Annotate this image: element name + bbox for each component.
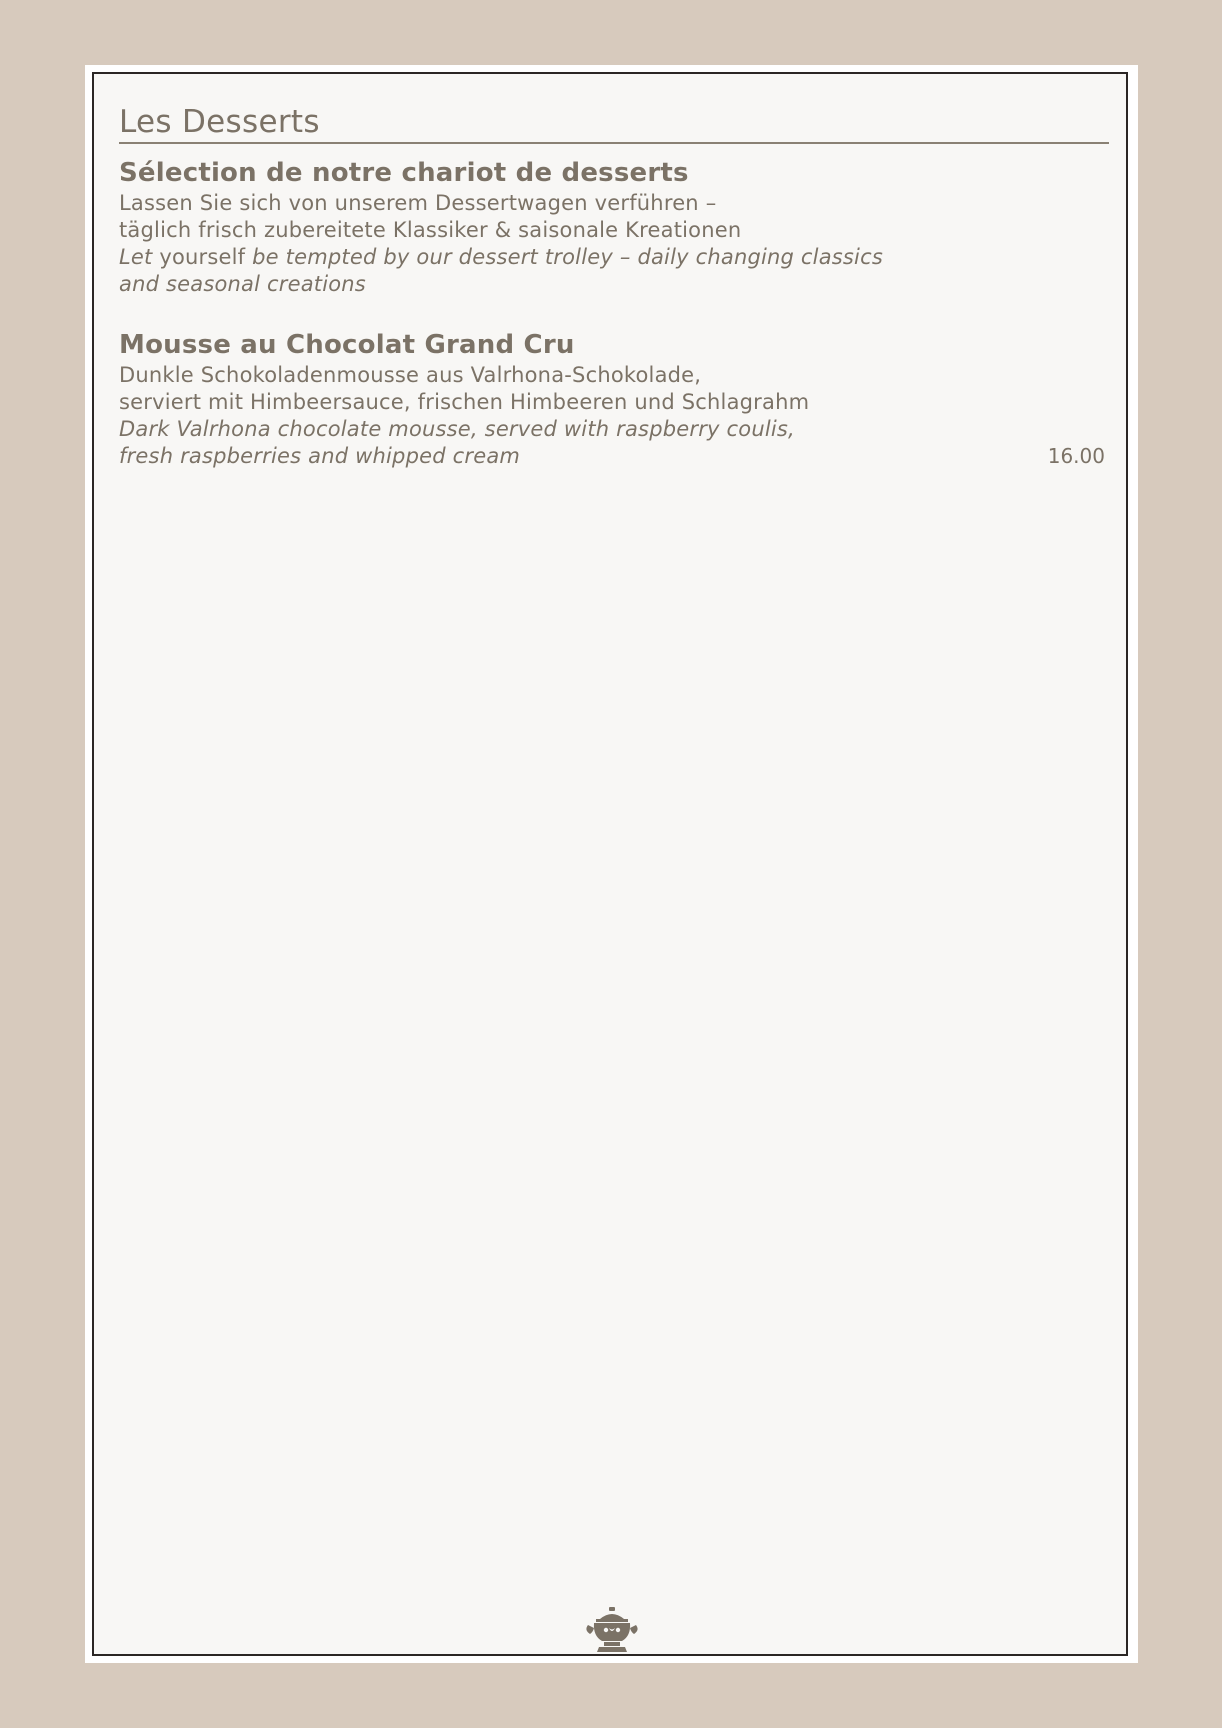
menu-frame (92, 72, 1128, 1656)
item-title: Sélection de notre chariot de desserts (119, 158, 689, 188)
item-description-en: fresh raspberries and whipped cream (119, 444, 521, 468)
tureen-logo-icon (582, 1606, 642, 1656)
menu-sheet (85, 65, 1138, 1663)
item-description-en: and seasonal creations (119, 272, 366, 296)
menu-item-mousse-au-chocolat (119, 328, 1109, 470)
item-description-de: Lassen Sie sich von unserem Dessertwagen verführen – (119, 191, 717, 215)
item-description-en-part: Let (119, 245, 153, 269)
item-description-en-part: yourself (152, 245, 253, 269)
item-price: 16.00 (1047, 444, 1105, 468)
item-description-de: Dunkle Schokoladenmousse aus Valrhona-Schokolade, (119, 363, 702, 387)
item-description-en-part: be tempted by our dessert trolley – daily changing classics (252, 245, 883, 269)
section-title: Les Desserts (119, 102, 1109, 144)
item-description-en (119, 244, 1109, 271)
item-title: Mousse au Chocolat Grand Cru (119, 330, 575, 360)
item-description-de: täglich frisch zubereitete Klassiker & saisonale Kreationen (119, 218, 742, 242)
menu-item-dessert-trolley (119, 156, 1109, 298)
item-description-en: Dark Valrhona chocolate mousse, served with raspberry coulis, (119, 417, 795, 441)
item-description-de: serviert mit Himbeersauce, frischen Himbeeren und Schlagrahm (119, 390, 810, 414)
price-row (119, 443, 1109, 470)
